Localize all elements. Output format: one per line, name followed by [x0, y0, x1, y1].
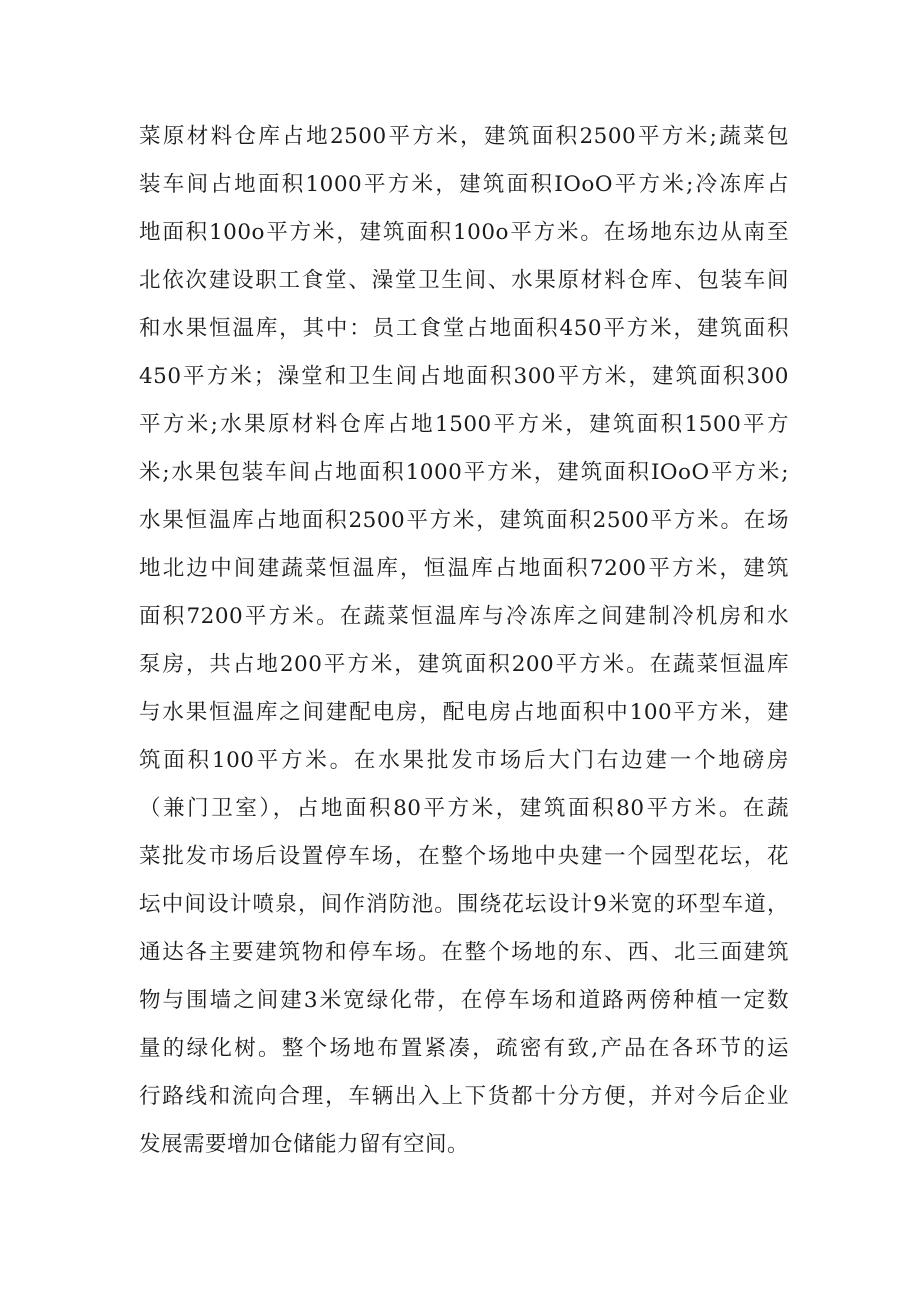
text-line: 450平方米；澡堂和卫生间占地面积300平方米，建筑面积300 [139, 364, 789, 389]
text-line: 与水果恒温库之间建配电房，配电房占地面积中100平方米，建 [139, 700, 789, 725]
text-line: 北依次建设职工食堂、澡堂卫生间、水果原材料仓库、包装车间 [139, 268, 789, 293]
text-line: （兼门卫室），占地面积80平方米，建筑面积80平方米。在蔬 [139, 796, 789, 821]
text-line: 行路线和流向合理，车辆出入上下货都十分方便，并对今后企业 [139, 1084, 789, 1109]
text-line: 面积7200平方米。在蔬菜恒温库与冷冻库之间建制冷机房和水 [139, 604, 789, 629]
body-paragraph [139, 113, 789, 1169]
text-line: 和水果恒温库，其中：员工食堂占地面积450平方米，建筑面积 [139, 316, 789, 341]
text-line: 平方米;水果原材料仓库占地1500平方米，建筑面积1500平方 [139, 412, 789, 437]
text-line: 地面积100o平方米，建筑面积100o平方米。在场地东边从南至 [139, 220, 789, 245]
text-line: 量的绿化树。整个场地布置紧凑，疏密有致,产品在各环节的运 [139, 1036, 789, 1061]
text-line: 物与围墙之间建3米宽绿化带，在停车场和道路两傍种植一定数 [139, 988, 789, 1013]
text-line: 通达各主要建筑物和停车场。在整个场地的东、西、北三面建筑 [139, 940, 789, 965]
text-line: 水果恒温库占地面积2500平方米，建筑面积2500平方米。在场 [139, 508, 789, 533]
text-line: 菜批发市场后设置停车场，在整个场地中央建一个园型花坛，花 [139, 844, 789, 869]
text-line: 泵房，共占地200平方米，建筑面积200平方米。在蔬菜恒温库 [139, 652, 789, 677]
text-line: 米;水果包装车间占地面积1000平方米，建筑面积IOoO平方米; [139, 460, 789, 485]
text-line: 菜原材料仓库占地2500平方米，建筑面积2500平方米;蔬菜包 [139, 124, 789, 149]
text-line: 装车间占地面积1000平方米，建筑面积IOoO平方米;冷冻库占 [139, 172, 789, 197]
text-line: 地北边中间建蔬菜恒温库，恒温库占地面积7200平方米，建筑 [139, 556, 789, 581]
text-line: 筑面积100平方米。在水果批发市场后大门右边建一个地磅房 [139, 748, 789, 773]
text-line: 坛中间设计喷泉，间作消防池。围绕花坛设计9米宽的环型车道， [139, 892, 789, 917]
text-line-last: 发展需要增加仓储能力留有空间。 [139, 1132, 470, 1157]
